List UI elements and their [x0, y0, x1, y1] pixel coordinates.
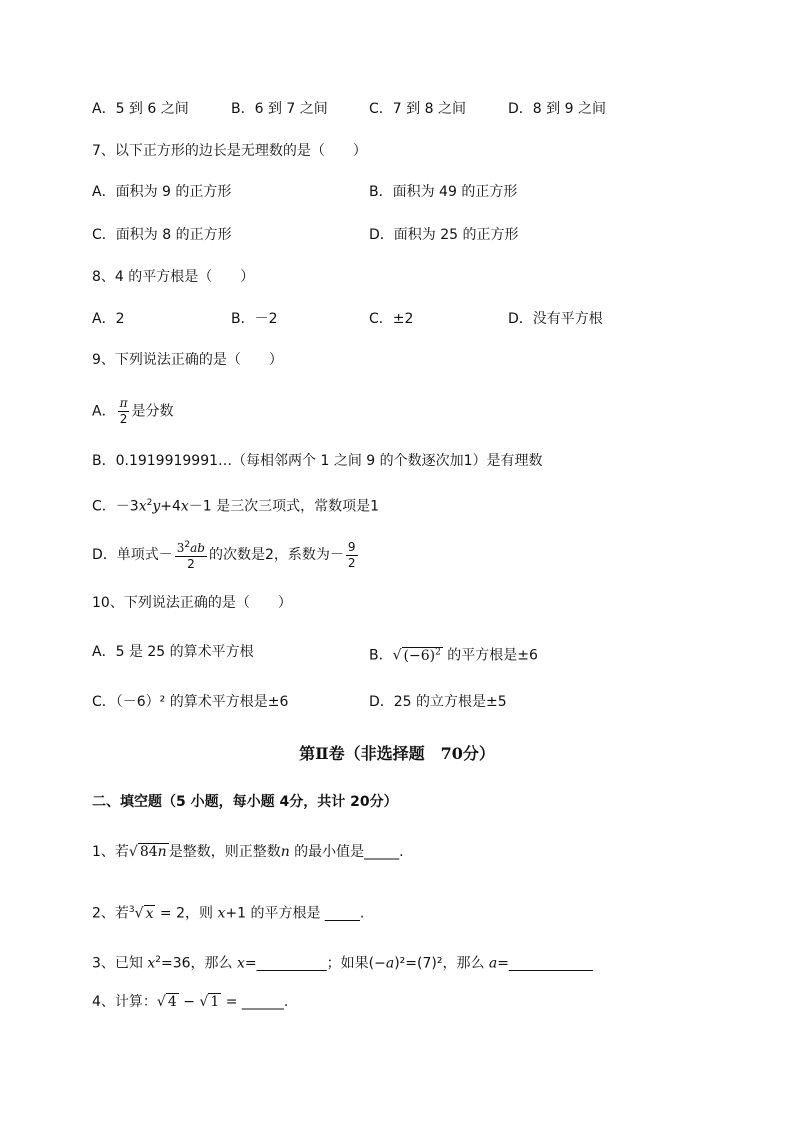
fill-question-2: 2、若$^3$√ x = 2，则 x+1 的平方根是 _____. [92, 905, 365, 922]
q9-option-a [92, 396, 173, 427]
fill-question-4: 4、计算：√ 4 − √ 1 = ______. [92, 994, 289, 1010]
radicand: x [145, 905, 154, 922]
q9-option-d: D．单项式－ $\frac{3^2ab}{2}$ 的次数是2，系数为－ $\frac{9}{2}$ [92, 539, 356, 571]
q10-option-c: C．（－6）² 的算术平方根是±6 [92, 694, 289, 710]
q10-option-a: A．5 是 25 的算术平方根 [92, 644, 254, 660]
option-letter: A． [92, 403, 116, 420]
q9-stem: 9、下列说法正确的是（ ） [92, 352, 283, 368]
q7-option-b: B．面积为 49 的正方形 [369, 184, 518, 200]
option-text: 是分数 [131, 403, 174, 420]
q6-option-b: B．6 到 7 之间 [231, 101, 328, 117]
q8-option-d: D．没有平方根 [508, 311, 603, 327]
sqrt-sign: √ [392, 647, 402, 664]
sqrt-sign: √ [199, 994, 209, 1010]
q10-option-b: B．√ $(-6)^2$ 的平方根是±6 [369, 647, 538, 664]
radicand: 1 [210, 994, 220, 1010]
q7-option-d: D．面积为 25 的正方形 [369, 227, 519, 243]
radicand: 84n [139, 844, 167, 860]
q6-option-d: D．8 到 9 之间 [508, 101, 606, 117]
cube-root-sign: √ [134, 905, 144, 922]
fill-question-3: 3、已知 $x^2=36$，那么 x=__________；如果(−a)²=(7)²，那么 a=____________ [92, 955, 593, 972]
q8-option-a: A．2 [92, 311, 125, 327]
q10-stem: 10、下列说法正确的是（ ） [92, 595, 292, 611]
q7-stem: 7、以下正方形的边长是无理数的是（ ） [92, 143, 367, 159]
sqrt-sign: √ [156, 994, 166, 1010]
q9-option-b: B．0.1919919991…（每相邻两个 1 之间 9 的个数逐次加1）是有理数 [92, 453, 543, 469]
q6-option-a: A．5 到 6 之间 [92, 101, 189, 117]
q8-option-c: C．±2 [369, 311, 414, 327]
root-index: 3 [128, 905, 135, 915]
section-title: 第Ⅱ卷（非选择题 70分） [299, 744, 495, 763]
q7-option-a: A．面积为 9 的正方形 [92, 184, 232, 200]
q9-option-c: C．$-3x^2y+4x-1$ 是三次三项式，常数项是1 [92, 498, 380, 515]
radicand: 4 [167, 994, 177, 1010]
radicand: $(-6)^2$ [403, 647, 441, 664]
fill-question-1: 1、若√ 84n 是整数，则正整数n 的最小值是_____. [92, 844, 404, 860]
q10-option-d: D．25 的立方根是±5 [369, 694, 507, 710]
coefficient-fraction: $\frac{9}{2}$ [347, 539, 356, 570]
q8-stem: 8、4 的平方根是（ ） [92, 269, 255, 285]
q8-option-b: B．－2 [231, 311, 278, 327]
monomial-fraction: $\frac{3^2ab}{2}$ [176, 540, 205, 571]
sqrt-sign: √ [128, 844, 138, 860]
q6-option-c: C．7 到 8 之间 [369, 101, 466, 117]
q7-option-c: C．面积为 8 的正方形 [92, 227, 232, 243]
pi-over-two-fraction: $\frac{\pi}{2}$ [119, 396, 128, 426]
section-heading: 二、填空题（5 小题，每小题 4分，共计 20分） [92, 794, 398, 810]
